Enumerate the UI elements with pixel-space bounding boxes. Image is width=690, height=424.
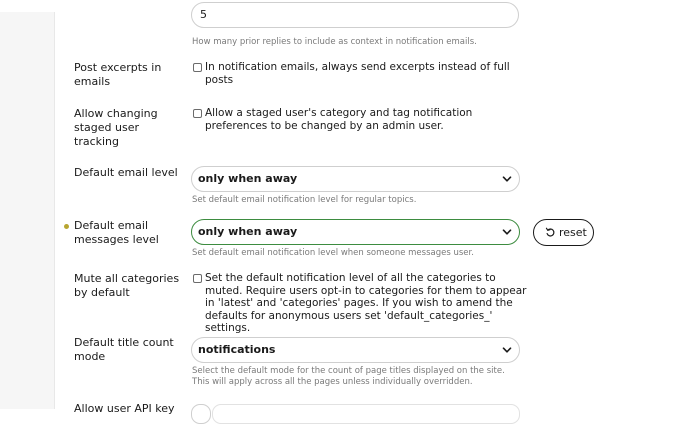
setting-label-default-title-count-mode: Default title count mode	[74, 336, 174, 363]
replies-context-help: How many prior replies to include as context in notification emails.	[192, 37, 477, 47]
default-email-messages-level-select[interactable]	[191, 219, 520, 245]
setting-label-mute-all-categories: Mute all categories by default	[74, 272, 180, 299]
default-email-level-value: only when away	[198, 172, 298, 185]
default-email-level-help: Set default email notification level for regular topics.	[192, 195, 417, 205]
default-title-count-mode-value: notifications	[198, 343, 276, 356]
default-title-count-mode-help-1: Select the default mode for the count of page titles displayed on the site.	[192, 366, 505, 376]
mute-all-categories-checkbox[interactable]	[193, 274, 202, 283]
setting-label-staged-tracking: Allow changing staged user tracking	[74, 107, 158, 148]
reset-button-label: reset	[559, 226, 587, 239]
default-email-level-select[interactable]	[191, 166, 520, 192]
default-title-count-mode-help-2: This will apply across all the pages unless individually overridden.	[192, 377, 473, 387]
post-excerpts-text: In notification emails, always send excerpts instead of full posts	[205, 61, 510, 86]
staged-tracking-text: Allow a staged user's category and tag notification preferences to be changed by an admin user.	[205, 107, 473, 132]
mute-all-categories-text: Set the default notification level of all the categories to muted. Require users opt-in to categories for them to appear in 'latest' and 'categories' pages. If you wish to amend the defaults for anonymous users set 'default_categories_' settings.	[205, 272, 527, 334]
post-excerpts-checkbox[interactable]	[193, 63, 202, 72]
allow-user-api-key-toggle[interactable]	[191, 404, 211, 424]
default-email-messages-level-help: Set default email notification level when someone messages user.	[192, 248, 474, 258]
setting-label-default-email-level: Default email level	[74, 166, 178, 179]
default-title-count-mode-select[interactable]	[191, 337, 520, 363]
staged-tracking-checkbox[interactable]	[193, 109, 202, 118]
side-panel-divider	[54, 12, 55, 409]
setting-label-default-email-messages-level: Default email messages level	[74, 219, 159, 246]
chevron-down-icon	[501, 344, 513, 356]
reset-button[interactable]	[533, 219, 594, 246]
modified-indicator-dot	[64, 224, 69, 229]
default-email-messages-level-value: only when away	[198, 225, 298, 238]
setting-label-post-excerpts: Post excerpts in emails	[74, 61, 162, 88]
undo-icon	[545, 227, 556, 238]
allow-user-api-key-input[interactable]	[212, 404, 520, 424]
chevron-down-icon	[501, 226, 513, 238]
setting-label-allow-user-api-key: Allow user API key	[74, 402, 175, 415]
admin-side-panel	[0, 12, 54, 409]
chevron-down-icon	[501, 173, 513, 185]
replies-context-value: 5	[200, 8, 207, 21]
replies-context-input[interactable]	[191, 2, 519, 28]
